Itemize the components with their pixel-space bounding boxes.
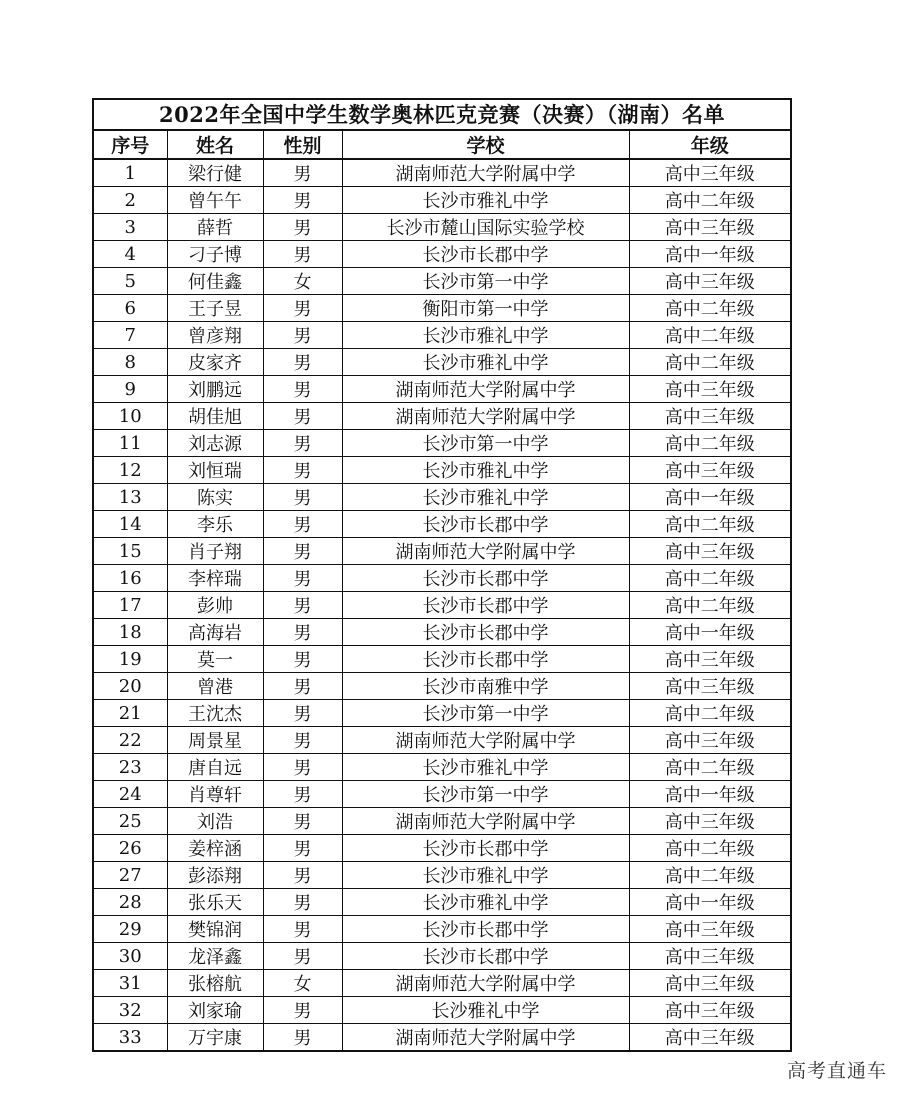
cell-name: 刘恒瑞	[167, 457, 263, 484]
document-title: 2022年全国中学生数学奥林匹克竞赛（决赛）（湖南）名单	[94, 100, 790, 131]
cell-number: 18	[94, 619, 167, 646]
table-row	[94, 349, 790, 376]
cell-grade: 高中三年级	[629, 1024, 790, 1051]
cell-number: 7	[94, 322, 167, 349]
cell-grade: 高中三年级	[629, 916, 790, 943]
cell-number: 12	[94, 457, 167, 484]
cell-name: 刁子博	[167, 241, 263, 268]
cell-school: 长沙市长郡中学	[342, 916, 629, 943]
cell-number: 10	[94, 403, 167, 430]
cell-gender: 男	[263, 808, 342, 835]
cell-gender: 男	[263, 673, 342, 700]
cell-gender: 男	[263, 484, 342, 511]
cell-gender: 男	[263, 295, 342, 322]
cell-school: 长沙市长郡中学	[342, 943, 629, 970]
cell-name: 周景星	[167, 727, 263, 754]
header-row	[94, 131, 790, 159]
cell-grade: 高中三年级	[629, 727, 790, 754]
cell-gender: 男	[263, 700, 342, 727]
table-row	[94, 889, 790, 916]
cell-school: 长沙市长郡中学	[342, 565, 629, 592]
cell-number: 22	[94, 727, 167, 754]
cell-school: 长沙市长郡中学	[342, 835, 629, 862]
cell-name: 刘浩	[167, 808, 263, 835]
cell-number: 13	[94, 484, 167, 511]
table-row	[94, 1024, 790, 1051]
table-row	[94, 970, 790, 997]
cell-number: 27	[94, 862, 167, 889]
table-row	[94, 403, 790, 430]
cell-school: 长沙市雅礼中学	[342, 484, 629, 511]
table-row	[94, 835, 790, 862]
cell-school: 长沙市雅礼中学	[342, 862, 629, 889]
cell-grade: 高中三年级	[629, 403, 790, 430]
cell-grade: 高中三年级	[629, 808, 790, 835]
cell-name: 唐自远	[167, 754, 263, 781]
cell-gender: 女	[263, 970, 342, 997]
cell-name: 何佳鑫	[167, 268, 263, 295]
cell-number: 9	[94, 376, 167, 403]
cell-grade: 高中二年级	[629, 592, 790, 619]
cell-school: 长沙市长郡中学	[342, 646, 629, 673]
cell-gender: 男	[263, 592, 342, 619]
cell-school: 衡阳市第一中学	[342, 295, 629, 322]
cell-grade: 高中一年级	[629, 619, 790, 646]
roster-table	[94, 131, 790, 1050]
cell-gender: 男	[263, 781, 342, 808]
cell-gender: 男	[263, 889, 342, 916]
cell-name: 刘志源	[167, 430, 263, 457]
cell-number: 1	[94, 159, 167, 187]
cell-name: 曾彦翔	[167, 322, 263, 349]
cell-grade: 高中三年级	[629, 538, 790, 565]
cell-gender: 男	[263, 322, 342, 349]
table-row	[94, 187, 790, 214]
column-header-gender: 性别	[263, 131, 342, 159]
cell-number: 4	[94, 241, 167, 268]
cell-name: 曾港	[167, 673, 263, 700]
table-row	[94, 295, 790, 322]
cell-number: 23	[94, 754, 167, 781]
column-header-grade: 年级	[629, 131, 790, 159]
table-row	[94, 538, 790, 565]
cell-school: 长沙市长郡中学	[342, 592, 629, 619]
cell-gender: 男	[263, 754, 342, 781]
table-row	[94, 484, 790, 511]
cell-school: 湖南师范大学附属中学	[342, 403, 629, 430]
cell-name: 刘家瑜	[167, 997, 263, 1024]
cell-grade: 高中二年级	[629, 187, 790, 214]
cell-number: 28	[94, 889, 167, 916]
table-row	[94, 268, 790, 295]
cell-gender: 男	[263, 511, 342, 538]
cell-gender: 男	[263, 349, 342, 376]
cell-gender: 男	[263, 835, 342, 862]
cell-number: 20	[94, 673, 167, 700]
cell-number: 25	[94, 808, 167, 835]
cell-gender: 男	[263, 727, 342, 754]
cell-school: 长沙市长郡中学	[342, 619, 629, 646]
cell-name: 樊锦润	[167, 916, 263, 943]
table-row	[94, 376, 790, 403]
cell-number: 21	[94, 700, 167, 727]
cell-school: 湖南师范大学附属中学	[342, 727, 629, 754]
cell-grade: 高中三年级	[629, 943, 790, 970]
column-header-number: 序号	[94, 131, 167, 159]
cell-school: 长沙市雅礼中学	[342, 754, 629, 781]
cell-number: 17	[94, 592, 167, 619]
cell-school: 长沙市麓山国际实验学校	[342, 214, 629, 241]
cell-grade: 高中三年级	[629, 376, 790, 403]
table-row	[94, 862, 790, 889]
cell-name: 梁行健	[167, 159, 263, 187]
cell-school: 长沙市第一中学	[342, 781, 629, 808]
cell-grade: 高中二年级	[629, 295, 790, 322]
cell-number: 24	[94, 781, 167, 808]
cell-gender: 男	[263, 538, 342, 565]
cell-grade: 高中三年级	[629, 997, 790, 1024]
cell-grade: 高中二年级	[629, 322, 790, 349]
table-row	[94, 997, 790, 1024]
cell-school: 湖南师范大学附属中学	[342, 159, 629, 187]
cell-name: 高海岩	[167, 619, 263, 646]
cell-name: 姜梓涵	[167, 835, 263, 862]
table-row	[94, 808, 790, 835]
table-row	[94, 646, 790, 673]
cell-school: 长沙市第一中学	[342, 268, 629, 295]
cell-school: 长沙市雅礼中学	[342, 187, 629, 214]
cell-school: 长沙市第一中学	[342, 430, 629, 457]
table-row	[94, 700, 790, 727]
table-row	[94, 727, 790, 754]
cell-grade: 高中一年级	[629, 241, 790, 268]
cell-grade: 高中三年级	[629, 268, 790, 295]
cell-grade: 高中三年级	[629, 673, 790, 700]
cell-name: 皮家齐	[167, 349, 263, 376]
cell-number: 2	[94, 187, 167, 214]
table-row	[94, 159, 790, 187]
cell-name: 肖子翔	[167, 538, 263, 565]
cell-school: 长沙市雅礼中学	[342, 322, 629, 349]
roster-sheet	[92, 98, 792, 1052]
cell-gender: 男	[263, 214, 342, 241]
cell-name: 莫一	[167, 646, 263, 673]
table-row	[94, 781, 790, 808]
cell-name: 张乐天	[167, 889, 263, 916]
cell-gender: 男	[263, 187, 342, 214]
cell-name: 龙泽鑫	[167, 943, 263, 970]
cell-number: 15	[94, 538, 167, 565]
table-row	[94, 511, 790, 538]
table-row	[94, 592, 790, 619]
cell-number: 30	[94, 943, 167, 970]
cell-gender: 男	[263, 943, 342, 970]
cell-grade: 高中二年级	[629, 430, 790, 457]
cell-name: 张榕航	[167, 970, 263, 997]
cell-name: 胡佳旭	[167, 403, 263, 430]
cell-grade: 高中二年级	[629, 835, 790, 862]
cell-gender: 男	[263, 646, 342, 673]
cell-school: 长沙雅礼中学	[342, 997, 629, 1024]
cell-number: 6	[94, 295, 167, 322]
cell-number: 32	[94, 997, 167, 1024]
watermark: 高考直通车	[786, 1060, 887, 1082]
cell-grade: 高中一年级	[629, 889, 790, 916]
cell-name: 曾午午	[167, 187, 263, 214]
cell-gender: 男	[263, 997, 342, 1024]
cell-grade: 高中二年级	[629, 700, 790, 727]
cell-number: 8	[94, 349, 167, 376]
cell-grade: 高中三年级	[629, 159, 790, 187]
cell-school: 长沙市长郡中学	[342, 511, 629, 538]
cell-grade: 高中三年级	[629, 970, 790, 997]
cell-number: 31	[94, 970, 167, 997]
table-row	[94, 430, 790, 457]
cell-name: 李乐	[167, 511, 263, 538]
cell-school: 长沙市南雅中学	[342, 673, 629, 700]
cell-gender: 男	[263, 1024, 342, 1051]
cell-number: 3	[94, 214, 167, 241]
cell-grade: 高中二年级	[629, 349, 790, 376]
cell-school: 湖南师范大学附属中学	[342, 808, 629, 835]
cell-gender: 男	[263, 430, 342, 457]
table-row	[94, 457, 790, 484]
table-row	[94, 619, 790, 646]
cell-number: 26	[94, 835, 167, 862]
cell-gender: 男	[263, 619, 342, 646]
cell-name: 李梓瑞	[167, 565, 263, 592]
cell-name: 万宇康	[167, 1024, 263, 1051]
table-row	[94, 754, 790, 781]
cell-number: 11	[94, 430, 167, 457]
cell-gender: 男	[263, 565, 342, 592]
cell-name: 薛哲	[167, 214, 263, 241]
cell-gender: 男	[263, 862, 342, 889]
cell-number: 29	[94, 916, 167, 943]
cell-name: 彭帅	[167, 592, 263, 619]
cell-gender: 男	[263, 376, 342, 403]
cell-name: 王子昱	[167, 295, 263, 322]
cell-grade: 高中一年级	[629, 484, 790, 511]
cell-grade: 高中二年级	[629, 511, 790, 538]
table-row	[94, 943, 790, 970]
cell-school: 湖南师范大学附属中学	[342, 1024, 629, 1051]
cell-school: 长沙市雅礼中学	[342, 889, 629, 916]
cell-grade: 高中二年级	[629, 862, 790, 889]
cell-number: 16	[94, 565, 167, 592]
column-header-name: 姓名	[167, 131, 263, 159]
cell-school: 长沙市雅礼中学	[342, 349, 629, 376]
cell-gender: 女	[263, 268, 342, 295]
cell-number: 19	[94, 646, 167, 673]
cell-gender: 男	[263, 403, 342, 430]
cell-school: 湖南师范大学附属中学	[342, 970, 629, 997]
table-row	[94, 916, 790, 943]
table-row	[94, 322, 790, 349]
cell-name: 肖尊轩	[167, 781, 263, 808]
cell-number: 5	[94, 268, 167, 295]
cell-name: 陈实	[167, 484, 263, 511]
cell-grade: 高中三年级	[629, 214, 790, 241]
cell-school: 长沙市第一中学	[342, 700, 629, 727]
table-row	[94, 214, 790, 241]
cell-number: 33	[94, 1024, 167, 1051]
cell-number: 14	[94, 511, 167, 538]
cell-gender: 男	[263, 241, 342, 268]
table-row	[94, 673, 790, 700]
column-header-school: 学校	[342, 131, 629, 159]
cell-grade: 高中一年级	[629, 781, 790, 808]
cell-grade: 高中二年级	[629, 754, 790, 781]
cell-gender: 男	[263, 457, 342, 484]
cell-school: 长沙市雅礼中学	[342, 457, 629, 484]
cell-grade: 高中三年级	[629, 646, 790, 673]
cell-grade: 高中二年级	[629, 565, 790, 592]
cell-school: 长沙市长郡中学	[342, 241, 629, 268]
roster-body	[94, 159, 790, 1050]
cell-name: 彭添翔	[167, 862, 263, 889]
cell-grade: 高中三年级	[629, 457, 790, 484]
cell-school: 湖南师范大学附属中学	[342, 376, 629, 403]
cell-name: 刘鹏远	[167, 376, 263, 403]
table-row	[94, 241, 790, 268]
cell-school: 湖南师范大学附属中学	[342, 538, 629, 565]
cell-name: 王沈杰	[167, 700, 263, 727]
table-row	[94, 565, 790, 592]
cell-gender: 男	[263, 916, 342, 943]
cell-gender: 男	[263, 159, 342, 187]
